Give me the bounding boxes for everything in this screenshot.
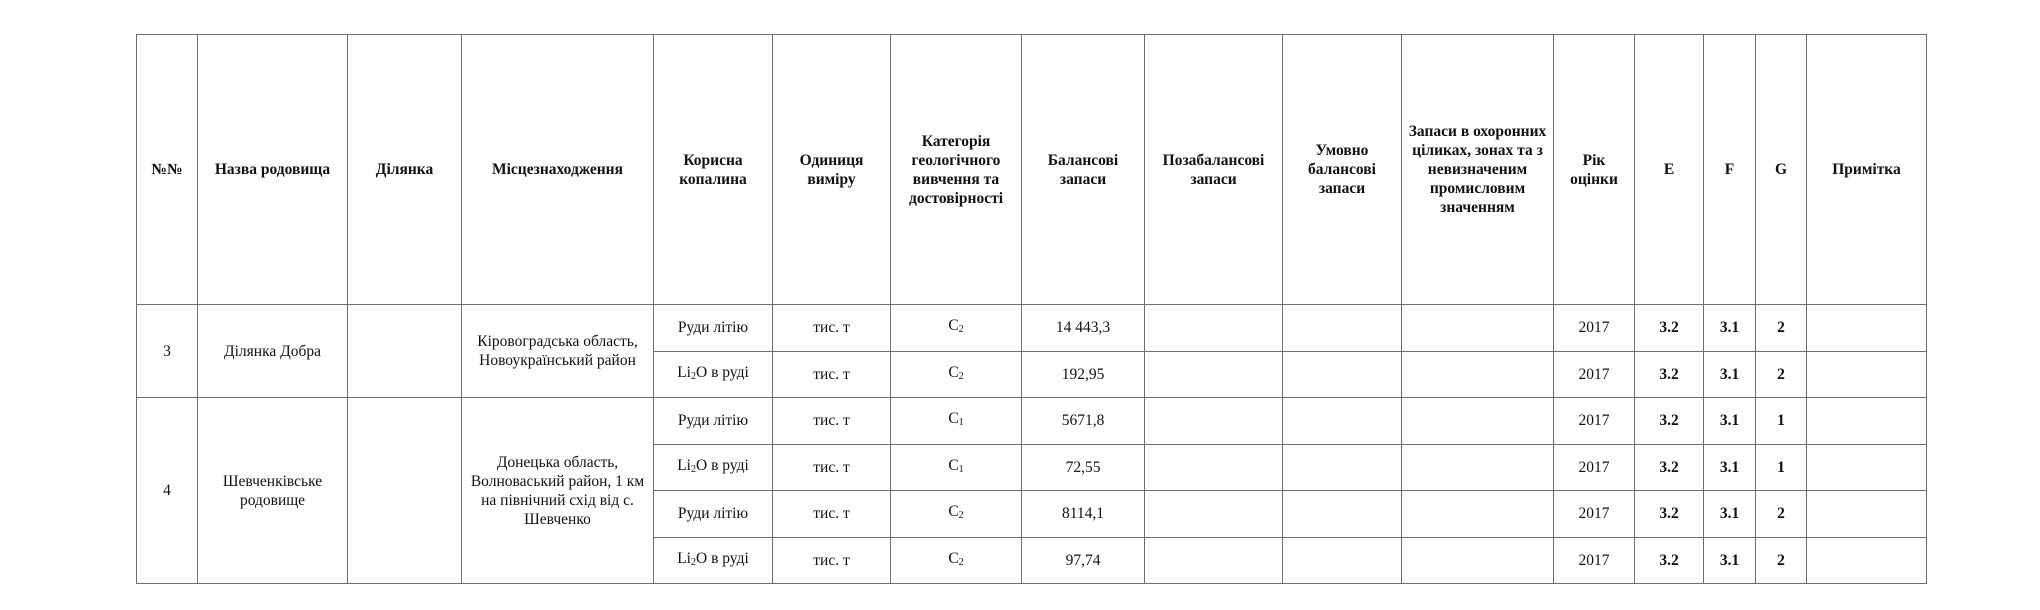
- g-class-cell: 1: [1756, 444, 1807, 491]
- f-class-cell: 3.1: [1704, 305, 1756, 352]
- pillar-reserves-cell: [1402, 398, 1554, 445]
- category-subscript: 1: [958, 417, 964, 429]
- category-letter: C: [948, 410, 959, 428]
- year-cell: 2017: [1554, 305, 1635, 352]
- mineral-subscript: 2: [691, 463, 696, 475]
- row-number-cell: 3: [137, 305, 198, 398]
- conditional-reserves-cell: [1283, 351, 1402, 398]
- category-subscript: 2: [958, 556, 964, 568]
- conditional-reserves-cell: [1283, 305, 1402, 352]
- mineral-text-rest: O в руді: [696, 549, 749, 567]
- unit-cell: тис. т: [773, 398, 891, 445]
- unit-cell: тис. т: [773, 537, 891, 584]
- mineral-text: Li: [677, 456, 691, 474]
- unit-cell: тис. т: [773, 305, 891, 352]
- header-year: Рік оцінки: [1554, 35, 1635, 305]
- g-class-cell: 2: [1756, 305, 1807, 352]
- header-plot: Ділянка: [348, 35, 462, 305]
- mineral-cell: Руди літію: [654, 491, 773, 538]
- mineral-cell: [654, 444, 773, 491]
- conditional-reserves-cell: [1283, 444, 1402, 491]
- plot-cell: [348, 305, 462, 398]
- balance-reserves-cell: 192,95: [1022, 351, 1145, 398]
- header-unit: Одиниця виміру: [773, 35, 891, 305]
- category-letter: C: [948, 317, 959, 335]
- offbalance-reserves-cell: [1145, 398, 1283, 445]
- g-class-cell: 1: [1756, 398, 1807, 445]
- pillar-reserves-cell: [1402, 537, 1554, 584]
- table-row: [137, 398, 1927, 445]
- e-class-cell: 3.2: [1635, 398, 1704, 445]
- location-cell: Донецька область, Волноваський район, 1 км на північний схід від с. Шевченко: [462, 398, 654, 584]
- category-cell: [891, 351, 1022, 398]
- offbalance-reserves-cell: [1145, 305, 1283, 352]
- mineral-subscript: 2: [691, 556, 696, 568]
- category-letter: C: [948, 456, 959, 474]
- header-note: Примітка: [1807, 35, 1927, 305]
- note-cell: [1807, 398, 1927, 445]
- header-conditional: Умовно балансові запаси: [1283, 35, 1402, 305]
- balance-reserves-cell: 97,74: [1022, 537, 1145, 584]
- f-class-cell: 3.1: [1704, 351, 1756, 398]
- mineral-text: Li: [677, 549, 691, 567]
- note-cell: [1807, 537, 1927, 584]
- category-letter: C: [948, 363, 959, 381]
- e-class-cell: 3.2: [1635, 305, 1704, 352]
- pillar-reserves-cell: [1402, 491, 1554, 538]
- header-category: Категорія геологічного вивчення та достовірності: [891, 35, 1022, 305]
- note-cell: [1807, 351, 1927, 398]
- g-class-cell: 2: [1756, 351, 1807, 398]
- offbalance-reserves-cell: [1145, 491, 1283, 538]
- category-subscript: 2: [958, 370, 964, 382]
- offbalance-reserves-cell: [1145, 444, 1283, 491]
- mineral-cell: Руди літію: [654, 398, 773, 445]
- mineral-cell: [654, 351, 773, 398]
- balance-reserves-cell: 72,55: [1022, 444, 1145, 491]
- unit-cell: тис. т: [773, 444, 891, 491]
- header-balance: Балансові запаси: [1022, 35, 1145, 305]
- category-subscript: 2: [958, 510, 964, 522]
- note-cell: [1807, 305, 1927, 352]
- category-letter: C: [948, 503, 959, 521]
- header-deposit: Назва родовища: [198, 35, 348, 305]
- plot-cell: [348, 398, 462, 584]
- conditional-reserves-cell: [1283, 537, 1402, 584]
- year-cell: 2017: [1554, 537, 1635, 584]
- f-class-cell: 3.1: [1704, 444, 1756, 491]
- category-subscript: 1: [958, 463, 964, 475]
- f-class-cell: 3.1: [1704, 537, 1756, 584]
- reserves-table: [136, 34, 1927, 584]
- conditional-reserves-cell: [1283, 398, 1402, 445]
- mineral-text: Li: [677, 363, 691, 381]
- year-cell: 2017: [1554, 351, 1635, 398]
- header-mineral: Корисна копалина: [654, 35, 773, 305]
- g-class-cell: 2: [1756, 537, 1807, 584]
- table-row: [137, 305, 1927, 352]
- note-cell: [1807, 491, 1927, 538]
- balance-reserves-cell: 8114,1: [1022, 491, 1145, 538]
- note-cell: [1807, 444, 1927, 491]
- header-num: №№: [137, 35, 198, 305]
- header-offbalance: Позабалансові запаси: [1145, 35, 1283, 305]
- mineral-cell: Руди літію: [654, 305, 773, 352]
- conditional-reserves-cell: [1283, 491, 1402, 538]
- row-number-cell: 4: [137, 398, 198, 584]
- header-location: Місцезнаходження: [462, 35, 654, 305]
- category-cell: [891, 491, 1022, 538]
- offbalance-reserves-cell: [1145, 537, 1283, 584]
- table-body: [137, 305, 1927, 584]
- mineral-text-rest: O в руді: [696, 363, 749, 381]
- deposit-name-cell: Ділянка Добра: [198, 305, 348, 398]
- category-cell: [891, 444, 1022, 491]
- unit-cell: тис. т: [773, 351, 891, 398]
- year-cell: 2017: [1554, 444, 1635, 491]
- header-reserves-pillars: Запаси в охоронних ціликах, зонах та з невизначеним промисловим значенням: [1402, 35, 1554, 305]
- offbalance-reserves-cell: [1145, 351, 1283, 398]
- g-class-cell: 2: [1756, 491, 1807, 538]
- year-cell: 2017: [1554, 491, 1635, 538]
- unit-cell: тис. т: [773, 491, 891, 538]
- category-subscript: 2: [958, 324, 964, 336]
- mineral-cell: [654, 537, 773, 584]
- year-cell: 2017: [1554, 398, 1635, 445]
- pillar-reserves-cell: [1402, 351, 1554, 398]
- deposit-name-cell: Шевченківське родовище: [198, 398, 348, 584]
- e-class-cell: 3.2: [1635, 491, 1704, 538]
- balance-reserves-cell: 14 443,3: [1022, 305, 1145, 352]
- balance-reserves-cell: 5671,8: [1022, 398, 1145, 445]
- category-cell: [891, 398, 1022, 445]
- e-class-cell: 3.2: [1635, 537, 1704, 584]
- category-cell: [891, 537, 1022, 584]
- category-letter: C: [948, 549, 959, 567]
- f-class-cell: 3.1: [1704, 491, 1756, 538]
- e-class-cell: 3.2: [1635, 444, 1704, 491]
- header-f: F: [1704, 35, 1756, 305]
- header-row: [137, 35, 1927, 305]
- location-cell: Кіровоградська область, Новоукраїнський район: [462, 305, 654, 398]
- e-class-cell: 3.2: [1635, 351, 1704, 398]
- category-cell: [891, 305, 1022, 352]
- pillar-reserves-cell: [1402, 444, 1554, 491]
- pillar-reserves-cell: [1402, 305, 1554, 352]
- mineral-text-rest: O в руді: [696, 456, 749, 474]
- mineral-subscript: 2: [691, 370, 696, 382]
- f-class-cell: 3.1: [1704, 398, 1756, 445]
- header-e: E: [1635, 35, 1704, 305]
- header-g: G: [1756, 35, 1807, 305]
